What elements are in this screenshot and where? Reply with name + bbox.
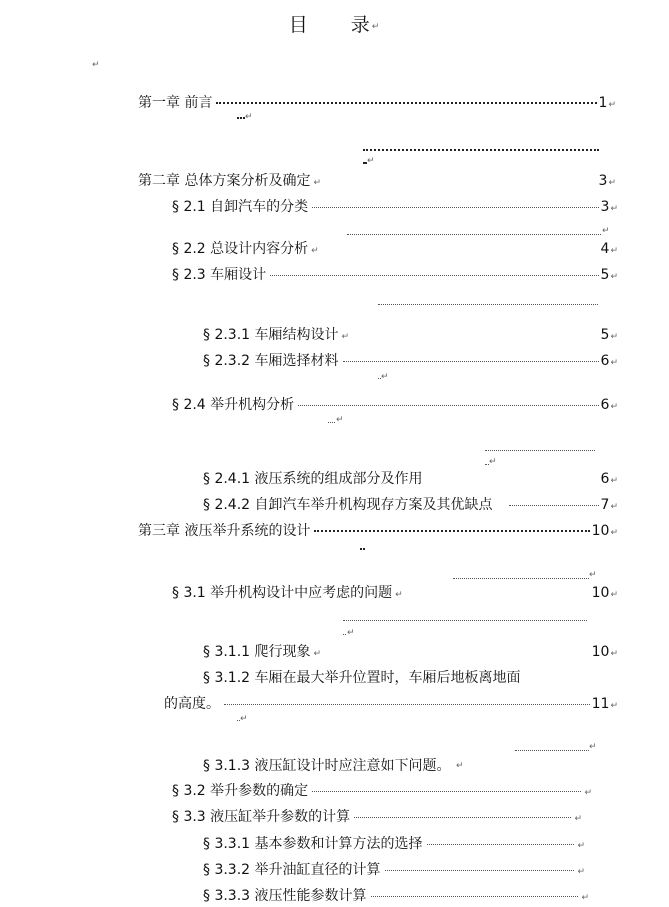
toc-leader-fragment: [343, 618, 587, 621]
toc-leader-fragment: [237, 115, 245, 119]
toc-entry[interactable]: [164, 693, 618, 713]
paragraph-mark-icon: ↵: [455, 761, 464, 771]
paragraph-mark-icon: ↵: [313, 649, 322, 659]
toc-leader-fragment: [378, 302, 598, 305]
toc-entry[interactable]: [172, 780, 592, 800]
paragraph-mark-icon: ↵: [610, 402, 618, 412]
toc-entry[interactable]: [203, 859, 585, 879]
toc-page-number: 6: [600, 353, 610, 369]
paragraph-mark-icon: ↵: [610, 358, 618, 368]
paragraph-mark-icon: ↵: [610, 476, 618, 486]
paragraph-mark-icon: ↵: [610, 332, 618, 342]
paragraph-mark-icon: ↵: [610, 246, 618, 256]
toc-leader: [298, 405, 598, 406]
paragraph-mark-icon: ↵: [589, 742, 597, 752]
paragraph-mark-icon: ↵: [347, 628, 355, 638]
paragraph-mark-icon: ↵: [610, 528, 618, 538]
toc-entry-label: § 2.3.1 车厢结构设计: [203, 327, 339, 343]
toc-page-number: 6: [600, 397, 610, 413]
toc-leader-fragment: [343, 632, 346, 635]
paragraph-mark-icon: ↵: [577, 841, 585, 851]
toc-leader-fragment: [347, 232, 601, 235]
paragraph-mark-icon: ↵: [371, 22, 381, 32]
title-char-2: 录: [350, 14, 371, 36]
toc-entry[interactable]: [172, 238, 618, 258]
toc-entry[interactable]: [172, 196, 618, 216]
paragraph-mark-icon: ↵: [341, 332, 350, 342]
paragraph-mark-icon: ↵: [489, 457, 497, 467]
toc-entry[interactable]: [203, 468, 618, 488]
toc-leader: [224, 704, 590, 705]
toc-leader: [314, 530, 589, 532]
toc-entry-label: § 2.3 车厢设计: [172, 267, 267, 283]
paragraph-mark-icon: ↵: [311, 246, 319, 256]
paragraph-mark-icon: ↵: [589, 570, 597, 580]
title-char-1: 目: [288, 14, 309, 36]
page-title: [0, 10, 669, 37]
toc-page-number: 5: [600, 267, 610, 283]
paragraph-mark-icon: ↵: [240, 714, 248, 724]
toc-entry[interactable]: [203, 641, 618, 661]
toc-entry-label: § 2.2 总设计内容分析: [172, 241, 309, 257]
toc-entry-label: § 3.3.1 基本参数和计算方法的选择: [203, 836, 423, 852]
toc-leader: [371, 896, 579, 897]
toc-page-number: 4: [600, 241, 610, 257]
toc-entry[interactable]: [203, 350, 618, 370]
toc-entry-label: § 3.3.3 液压性能参数计算: [203, 888, 367, 904]
toc-entry[interactable]: [172, 264, 618, 284]
toc-leader: [509, 505, 599, 506]
paragraph-mark-icon: ↵: [381, 372, 389, 382]
toc-entry-label: 第一章 前言: [138, 95, 213, 111]
toc-entry-label: 的高度。: [164, 696, 220, 712]
toc-entry-label: § 3.1.3 液压缸设计时应注意如下问题。: [203, 758, 451, 774]
paragraph-mark-icon: ↵: [577, 867, 585, 877]
toc-leader-fragment: [363, 147, 599, 151]
toc-entry-label: § 2.4 举升机构分析: [172, 397, 295, 413]
toc-entry-label: § 3.3.2 举升油缸直径的计算: [203, 862, 381, 878]
toc-entry[interactable]: [138, 520, 618, 540]
toc-entry-label: § 3.1.2 车厢在最大举升位置时，车厢后地板离地面: [203, 670, 521, 686]
paragraph-mark-icon: ↵: [395, 590, 403, 600]
toc-entry[interactable]: [203, 755, 464, 775]
paragraph-mark-icon: ↵: [610, 590, 618, 600]
toc-page-number: 11: [591, 696, 610, 712]
paragraph-mark-icon: ↵: [610, 701, 618, 711]
paragraph-mark-icon: ↵: [581, 893, 589, 903]
toc-entry-label: § 2.1 自卸汽车的分类: [172, 199, 309, 215]
toc-page-number: 10: [591, 523, 610, 539]
toc-leader: [216, 102, 596, 104]
paragraph-mark-icon: ↵: [610, 204, 618, 214]
paragraph-mark-icon: ↵: [584, 788, 592, 798]
paragraph-mark-icon: ↵: [313, 178, 321, 188]
toc-leader: [385, 870, 575, 871]
paragraph-mark-icon: ↵: [608, 178, 616, 188]
toc-entry[interactable]: [203, 494, 618, 514]
paragraph-mark-icon: ↵: [245, 112, 253, 122]
toc-leader-fragment: [328, 420, 335, 423]
toc-leader: [343, 361, 599, 362]
toc-leader: [312, 791, 581, 792]
toc-entry[interactable]: [172, 582, 618, 602]
toc-page-number: 3: [598, 173, 608, 189]
paragraph-mark-icon: ↵: [610, 649, 618, 659]
toc-entry[interactable]: [172, 394, 618, 414]
paragraph-mark-icon: ↵: [574, 814, 582, 824]
toc-page-number: 1: [598, 95, 608, 111]
toc-entry-label: § 3.1.1 爬行现象: [203, 644, 311, 660]
toc-entry[interactable]: [203, 885, 589, 905]
toc-entry-label: § 3.2 举升参数的确定: [172, 783, 309, 799]
toc-entry[interactable]: [203, 833, 585, 853]
toc-leader-fragment: [453, 576, 589, 579]
toc-entry-label: § 3.3 液压缸举升参数的计算: [172, 809, 351, 825]
toc-entry-label: § 2.3.2 车厢选择材料: [203, 353, 339, 369]
paragraph-mark-icon: ↵: [610, 272, 618, 282]
toc-leader-fragment: [360, 546, 363, 550]
toc-page-number: 10: [591, 585, 610, 601]
toc-leader: [312, 207, 598, 208]
toc-leader: [354, 817, 571, 818]
toc-entry-label: § 3.1 举升机构设计中应考虑的问题: [172, 585, 393, 601]
toc-entry-label: 第二章 总体方案分析及确定: [138, 173, 311, 189]
toc-entry[interactable]: [138, 170, 616, 190]
paragraph-mark-icon: ↵: [336, 415, 344, 425]
toc-page-number: 5: [600, 327, 610, 343]
toc-entry[interactable]: [203, 324, 618, 344]
toc-page-number: 3: [600, 199, 610, 215]
toc-leader-fragment: [515, 748, 589, 751]
toc-entry[interactable]: [138, 92, 616, 112]
paragraph-mark-icon: ↵: [367, 156, 375, 166]
paragraph-mark-icon: ↵: [602, 226, 610, 236]
toc-entry-label: § 2.4.2 自卸汽车举升机构现存方案及其优缺点: [203, 497, 493, 513]
toc-page-number: 7: [600, 497, 610, 513]
paragraph-mark-icon: ↵: [92, 60, 100, 70]
toc-page-number: 10: [591, 644, 610, 660]
toc-page-number: 6: [600, 471, 610, 487]
toc-leader-fragment: [485, 448, 595, 451]
paragraph-mark-icon: ↵: [610, 502, 618, 512]
toc-leader: [270, 275, 598, 276]
toc-entry[interactable]: [172, 806, 582, 826]
paragraph-mark-icon: ↵: [608, 100, 616, 110]
toc-entry-label: 第三章 液压举升系统的设计: [138, 523, 311, 539]
toc-leader: [427, 844, 575, 845]
toc-entry-label: § 2.4.1 液压系统的组成部分及作用: [203, 471, 423, 487]
